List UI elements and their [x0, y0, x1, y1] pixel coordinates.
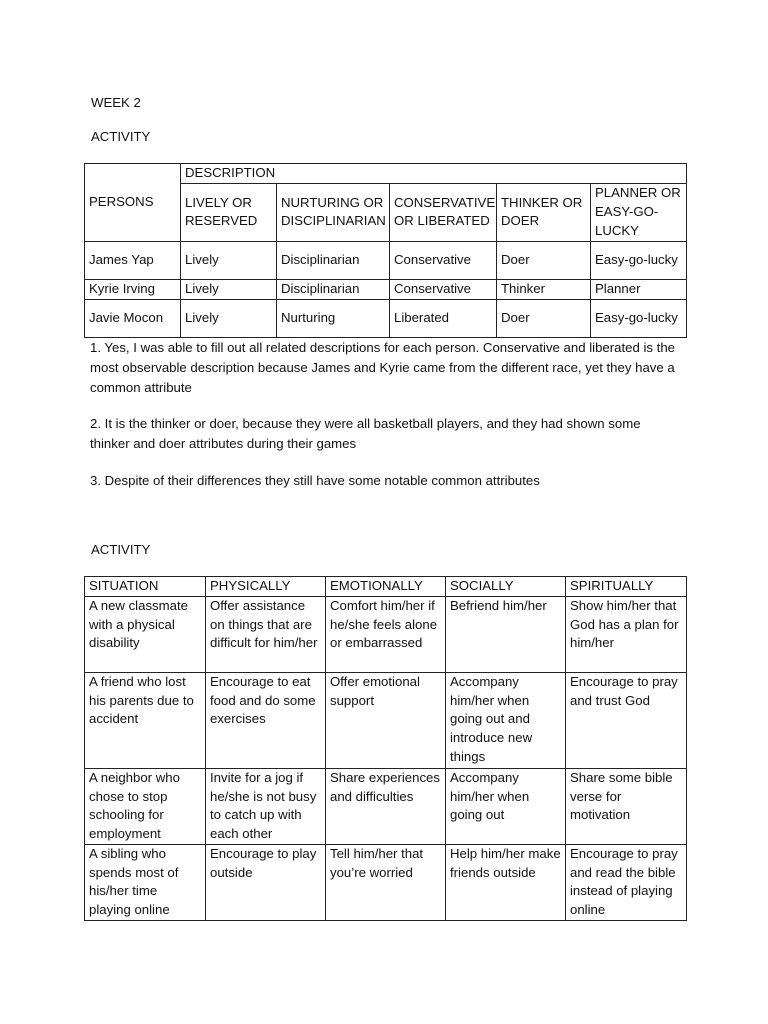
table-cell: Accompany him/her when going out [446, 769, 566, 845]
table-row [85, 164, 687, 184]
table-cell: Offer assistance on things that are difficult for him/her [206, 597, 326, 673]
column-header: LIVELY OR RESERVED [181, 183, 277, 241]
person-name: James Yap [85, 241, 181, 279]
answer-3: 3. Despite of their differences they still have some notable common attributes [90, 473, 540, 488]
table-cell: Tell him/her that you’re worried [326, 845, 446, 921]
column-header: EMOTIONALLY [326, 577, 446, 597]
column-header: THINKER OR DOER [497, 183, 591, 241]
table-cell: Lively [181, 299, 277, 337]
person-name: Javie Mocon [85, 299, 181, 337]
table-row [85, 845, 687, 921]
table-row [85, 241, 687, 279]
table-cell: Offer emotional support [326, 673, 446, 769]
table-cell: Doer [497, 241, 591, 279]
table-cell: Easy-go-lucky [591, 299, 687, 337]
column-header: PHYSICALLY [206, 577, 326, 597]
situation-cell: A new classmate with a physical disability [85, 597, 206, 673]
table-row [85, 597, 687, 673]
table-cell: Conservative [390, 241, 497, 279]
table-cell: Disciplinarian [277, 241, 390, 279]
table-row [85, 279, 687, 299]
table-cell: Thinker [497, 279, 591, 299]
table-cell: Easy-go-lucky [591, 241, 687, 279]
table-row [85, 673, 687, 769]
table-cell: Befriend him/her [446, 597, 566, 673]
column-header: SITUATION [85, 577, 206, 597]
table-cell: Encourage to play outside [206, 845, 326, 921]
persons-header: PERSONS [85, 164, 181, 242]
activity-heading-1: ACTIVITY [91, 129, 151, 144]
table-cell: Liberated [390, 299, 497, 337]
table-cell: Doer [497, 299, 591, 337]
table-cell: Lively [181, 279, 277, 299]
table-cell: Invite for a jog if he/she is not busy to catch up with each other [206, 769, 326, 845]
table-cell: Conservative [390, 279, 497, 299]
column-header: SOCIALLY [446, 577, 566, 597]
table-cell: Share some bible verse for motivation [566, 769, 687, 845]
person-name: Kyrie Irving [85, 279, 181, 299]
table-cell: Planner [591, 279, 687, 299]
answer-1: 1. Yes, I was able to fill out all related descriptions for each person. Conservative and liberated is the most observable description because James and Kyrie came from the different race, yet they have a common attribute [90, 340, 675, 395]
activity-heading-2: ACTIVITY [91, 542, 151, 557]
table-cell: Comfort him/her if he/she feels alone or embarrassed [326, 597, 446, 673]
situation-cell: A sibling who spends most of his/her time playing online [85, 845, 206, 921]
column-header: CONSERVATIVE OR LIBERATED [390, 183, 497, 241]
table-cell: Show him/her that God has a plan for him/her [566, 597, 687, 673]
table-cell: Share experiences and difficulties [326, 769, 446, 845]
column-header: PLANNER OR EASY-GO-LUCKY [591, 183, 687, 241]
table-cell: Nurturing [277, 299, 390, 337]
table-cell: Encourage to eat food and do some exercises [206, 673, 326, 769]
table-cell: Help him/her make friends outside [446, 845, 566, 921]
situation-response-table [84, 576, 687, 921]
table-row [85, 577, 687, 597]
answer-2: 2. It is the thinker or doer, because they were all basketball players, and they had shown some thinker and doer attributes during their games [90, 416, 641, 451]
table-cell: Encourage to pray and trust God [566, 673, 687, 769]
table-row [85, 299, 687, 337]
situation-cell: A friend who lost his parents due to accident [85, 673, 206, 769]
week-label: WEEK 2 [91, 95, 141, 110]
table-row [85, 769, 687, 845]
table-cell: Encourage to pray and read the bible instead of playing online [566, 845, 687, 921]
description-header: DESCRIPTION [181, 164, 687, 184]
table-cell: Lively [181, 241, 277, 279]
persons-description-table [84, 163, 687, 338]
column-header: NURTURING OR DISCIPLINARIAN [277, 183, 390, 241]
table-cell: Disciplinarian [277, 279, 390, 299]
column-header: SPIRITUALLY [566, 577, 687, 597]
table-cell: Accompany him/her when going out and introduce new things [446, 673, 566, 769]
situation-cell: A neighbor who chose to stop schooling for employment [85, 769, 206, 845]
